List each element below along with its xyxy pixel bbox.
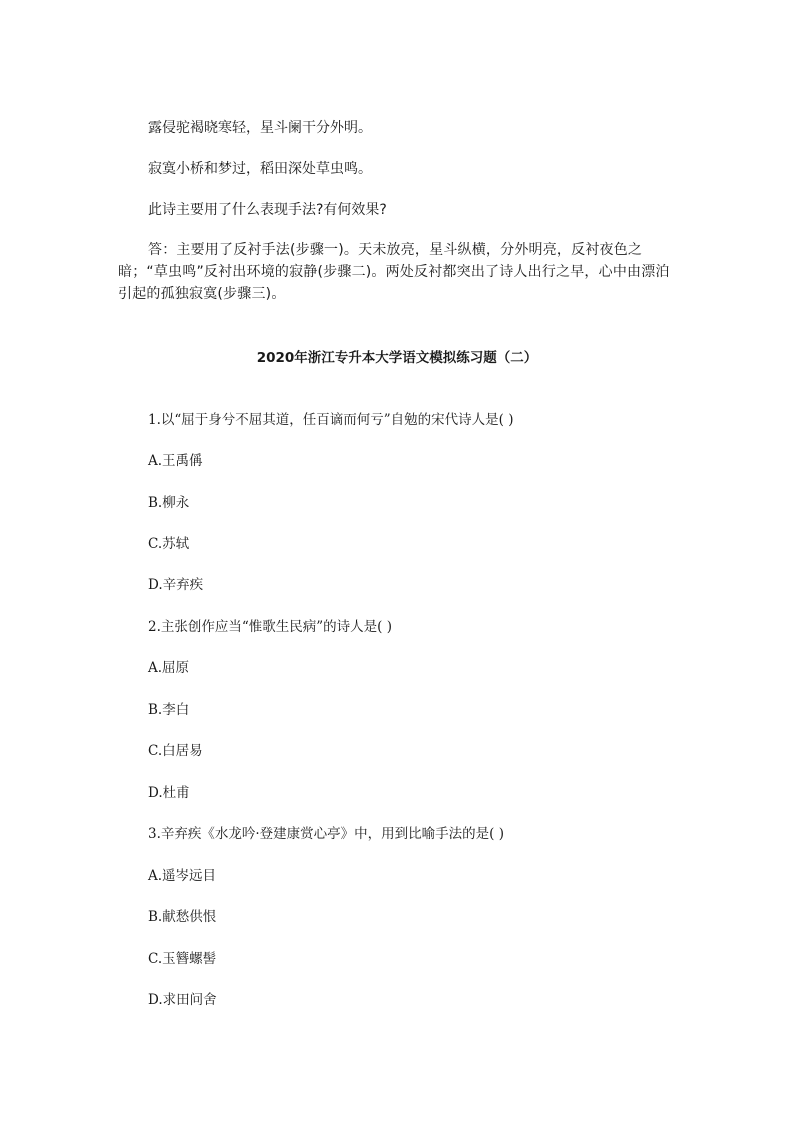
section-heading: 2020年浙江专升本大学语文模拟练习题（二） xyxy=(256,350,538,366)
question-3-option-a: A.遥岑远目 xyxy=(148,868,217,884)
question-1-option-c: C.苏轼 xyxy=(148,536,190,552)
question-2-option-a: A.屈原 xyxy=(148,660,190,676)
question-1-option-b: B.柳永 xyxy=(148,495,190,511)
poem-line-2: 寂寞小桥和梦过，稻田深处草虫鸣。 xyxy=(148,161,372,177)
question-3-option-d: D.求田问舍 xyxy=(148,992,217,1008)
question-1-option-d: D.辛弃疾 xyxy=(148,577,204,593)
question-2-option-c: C.白居易 xyxy=(148,743,203,759)
question-intro: 此诗主要用了什么表现手法?有何效果? xyxy=(148,202,387,218)
question-2-stem: 2.主张创作应当“惟歌生民病”的诗人是( ) xyxy=(148,619,393,635)
question-3-stem: 3.辛弃疾《水龙吟·登建康赏心亭》中，用到比喻手法的是( ) xyxy=(148,826,504,842)
answer-paragraph: 答：主要用了反衬手法(步骤一)。天未放亮，星斗纵横，分外明亮，反衬夜色之暗；“草虫鸣”反衬出环境的寂静(步骤二)。两处反衬都突出了诗人出行之早，心中由漂泊引起的孤独寂寞(步骤三)。 xyxy=(118,242,670,302)
question-2-option-d: D.杜甫 xyxy=(148,785,190,801)
poem-line-1: 露侵驼褐晓寒轻，星斗阑干分外明。 xyxy=(148,120,372,136)
question-2-option-b: B.李白 xyxy=(148,702,190,718)
question-1-option-a: A.王禹偁 xyxy=(148,453,203,469)
question-3-option-c: C.玉簪螺髻 xyxy=(148,951,217,967)
question-1-stem: 1.以“屈于身兮不屈其道，任百谪而何亏”自勉的宋代诗人是( ) xyxy=(148,412,514,428)
question-3-option-b: B.献愁供恨 xyxy=(148,909,217,925)
